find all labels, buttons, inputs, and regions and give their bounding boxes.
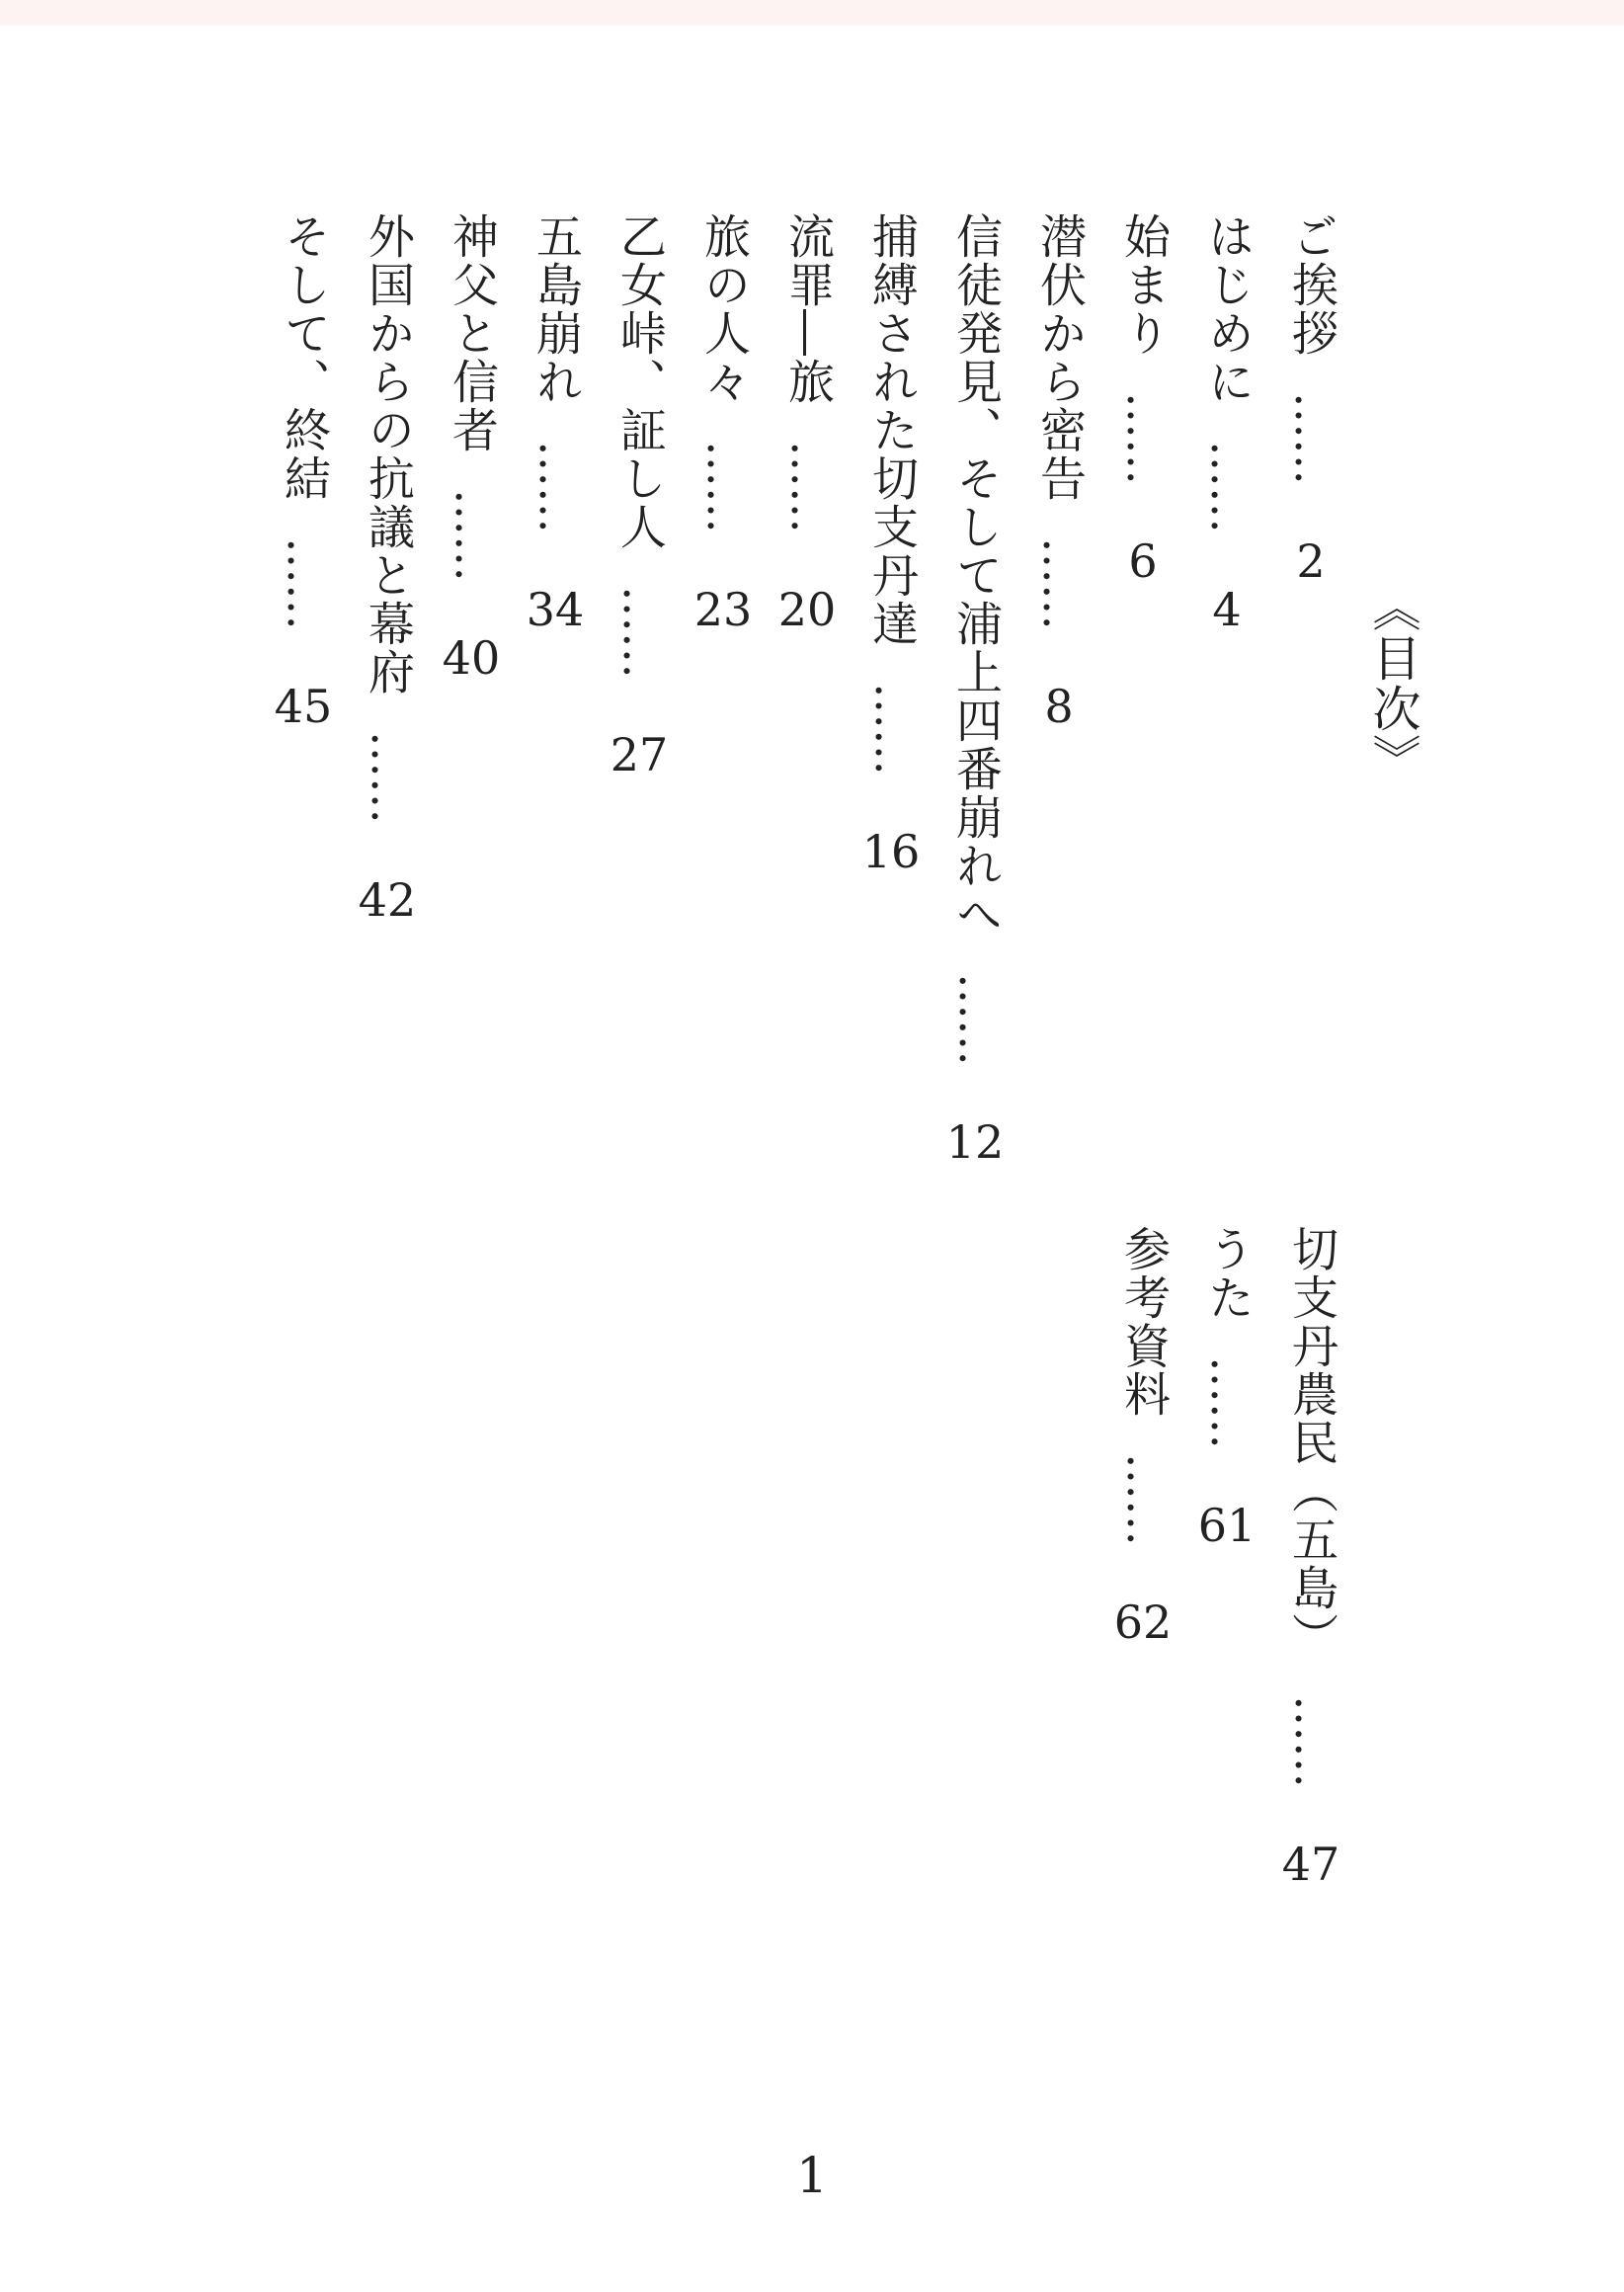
toc-entry[interactable] xyxy=(442,212,501,686)
toc-leader-dots: …… xyxy=(445,488,499,582)
toc-entry-page: 20 xyxy=(777,582,837,636)
toc-entry[interactable] xyxy=(1029,212,1089,734)
toc-entry-page: 4 xyxy=(1212,582,1242,636)
toc-entry-page: 6 xyxy=(1128,533,1158,588)
toc-entry-title: 参考資料 xyxy=(1116,1225,1171,1419)
toc-entry-title: 始まり xyxy=(1116,212,1171,358)
page-number: 1 xyxy=(796,2147,828,2204)
toc-leader-dots: …… xyxy=(1284,1694,1339,1788)
toc-entry[interactable] xyxy=(1113,1225,1173,1650)
toc-entry-title: うた xyxy=(1200,1225,1255,1322)
toc-leader-dots: …… xyxy=(1200,1355,1255,1449)
toc-entry[interactable] xyxy=(1281,212,1340,589)
toc-entry-page: 2 xyxy=(1296,533,1326,588)
toc-entry-title: 捕縛された切支丹達 xyxy=(864,212,919,648)
toc-entry-title: はじめに xyxy=(1200,212,1255,406)
toc-leader-dots: …… xyxy=(1116,391,1171,485)
toc-entry[interactable] xyxy=(1113,212,1173,589)
toc-entry-title: 潜伏から密告 xyxy=(1032,212,1087,503)
toc-entry[interactable] xyxy=(861,212,921,879)
toc-entry[interactable] xyxy=(1197,1225,1257,1553)
toc-entry[interactable] xyxy=(945,212,1005,1170)
toc-entry-title: 五島崩れ xyxy=(528,212,583,406)
toc-leader-dots: …… xyxy=(1200,440,1255,533)
toc-entry-page: 47 xyxy=(1281,1837,1340,1891)
toc-entry[interactable] xyxy=(1281,1225,1340,1892)
toc-leader-dots: …… xyxy=(780,440,835,533)
toc-entry[interactable] xyxy=(526,212,585,637)
toc-leader-dots: …… xyxy=(528,440,583,533)
toc-leader-dots: …… xyxy=(277,536,331,630)
toc-entry[interactable] xyxy=(1197,212,1257,637)
toc-entry[interactable] xyxy=(358,212,417,928)
toc-leader-dots: …… xyxy=(948,972,1003,1066)
toc-entry-title: ご挨拶 xyxy=(1284,212,1339,358)
toc-heading: 《目次》 xyxy=(1365,583,1421,784)
toc-leader-dots: …… xyxy=(1032,536,1087,630)
toc-leader-dots: …… xyxy=(696,440,751,533)
toc-leader-dots: …… xyxy=(361,730,415,824)
toc-entry-page: 23 xyxy=(693,582,753,636)
toc-entry[interactable] xyxy=(693,212,753,637)
toc-entry-page: 8 xyxy=(1044,679,1074,733)
toc-entry-page: 61 xyxy=(1197,1498,1257,1552)
toc-entry-page: 62 xyxy=(1113,1595,1173,1649)
toc-entry-page: 27 xyxy=(609,727,669,781)
toc-entry-title: 乙女峠、証し人 xyxy=(612,212,667,551)
toc-entry-page: 40 xyxy=(442,630,501,685)
toc-entry-page: 34 xyxy=(526,582,585,636)
toc-entry-title: 流罪―旅 xyxy=(780,212,835,406)
toc-entry-page: 12 xyxy=(945,1114,1005,1169)
toc-entry[interactable] xyxy=(609,212,669,782)
toc-entry-title: 神父と信者 xyxy=(445,212,499,454)
toc-entry-page: 45 xyxy=(274,679,333,733)
toc-entry[interactable] xyxy=(777,212,837,637)
toc-entry-page: 42 xyxy=(358,872,417,927)
toc-leader-dots: …… xyxy=(1284,391,1339,485)
toc-entry-title: 外国からの抗議と幕府 xyxy=(361,212,415,696)
toc-leader-dots: …… xyxy=(1116,1452,1171,1546)
toc-entry-title: 切支丹農民（五島） xyxy=(1284,1225,1339,1661)
top-strip xyxy=(0,0,1624,26)
toc-leader-dots: …… xyxy=(864,682,919,776)
toc-entry-title: そして、終結 xyxy=(277,212,331,503)
toc-leader-dots: …… xyxy=(612,585,667,679)
toc-entry-title: 旅の人々 xyxy=(696,212,751,406)
toc-entry-title: 信徒発見、そして浦上四番崩れへ xyxy=(948,212,1003,939)
toc-entry-page: 16 xyxy=(861,824,921,878)
toc-entry[interactable] xyxy=(274,212,333,734)
